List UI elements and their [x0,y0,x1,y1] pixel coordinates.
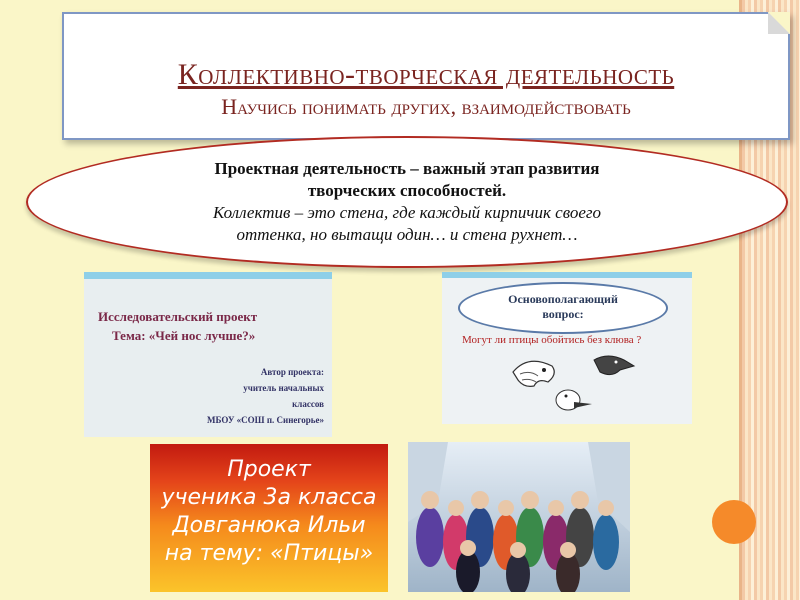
student-project-card [150,444,388,592]
key-question-card [442,272,692,424]
decorative-orange-circle [712,500,756,544]
student-project-line-2: ученика 3а класса [161,485,377,510]
oval-line-4: оттенка, но вытащи один… и стена рухнет… [236,225,578,244]
slide-subtitle: Научись понимать других, взаимодействовать [221,94,631,119]
oval-line-1: Проектная деятельность – важный этап развития [214,159,600,178]
research-project-topic: Тема: «Чей нос лучше?» [112,328,256,343]
key-question-text: Могут ли птицы обойтись без клюва ? [462,334,642,346]
author-line-2: учитель начальных [243,383,324,393]
eagle-head-icon [513,361,554,386]
research-project-heading: Исследовательский проект [98,309,258,324]
research-project-card [84,272,332,437]
oval-line-2: творческих способностей. [307,181,507,200]
author-label: Автор проекта: [260,367,324,377]
sparrow-head-icon [594,356,634,375]
duck-head-icon [556,390,592,410]
author-school: МБОУ «СОШ п. Синегорье» [206,415,324,425]
student-project-line-4: на тему: «Птицы» [164,541,374,566]
key-question-title-2: вопрос: [542,307,584,321]
title-box [62,12,790,140]
bird-heads-illustration [508,352,638,422]
key-question-title: Основополагающий [508,292,618,306]
author-line-3: классов [292,399,324,409]
oval-line-3: Коллектив – это стена, где каждый кирпичик своего [212,203,602,222]
quote-oval [26,136,788,268]
student-project-line-3: Довганюка Ильи [172,513,366,538]
key-question-oval [458,282,668,334]
page-fold-corner [768,12,790,34]
class-winter-photo [408,442,630,592]
student-project-line-1: Проект [227,457,311,482]
slide-title: Коллективно-творческая деятельность [177,58,675,91]
